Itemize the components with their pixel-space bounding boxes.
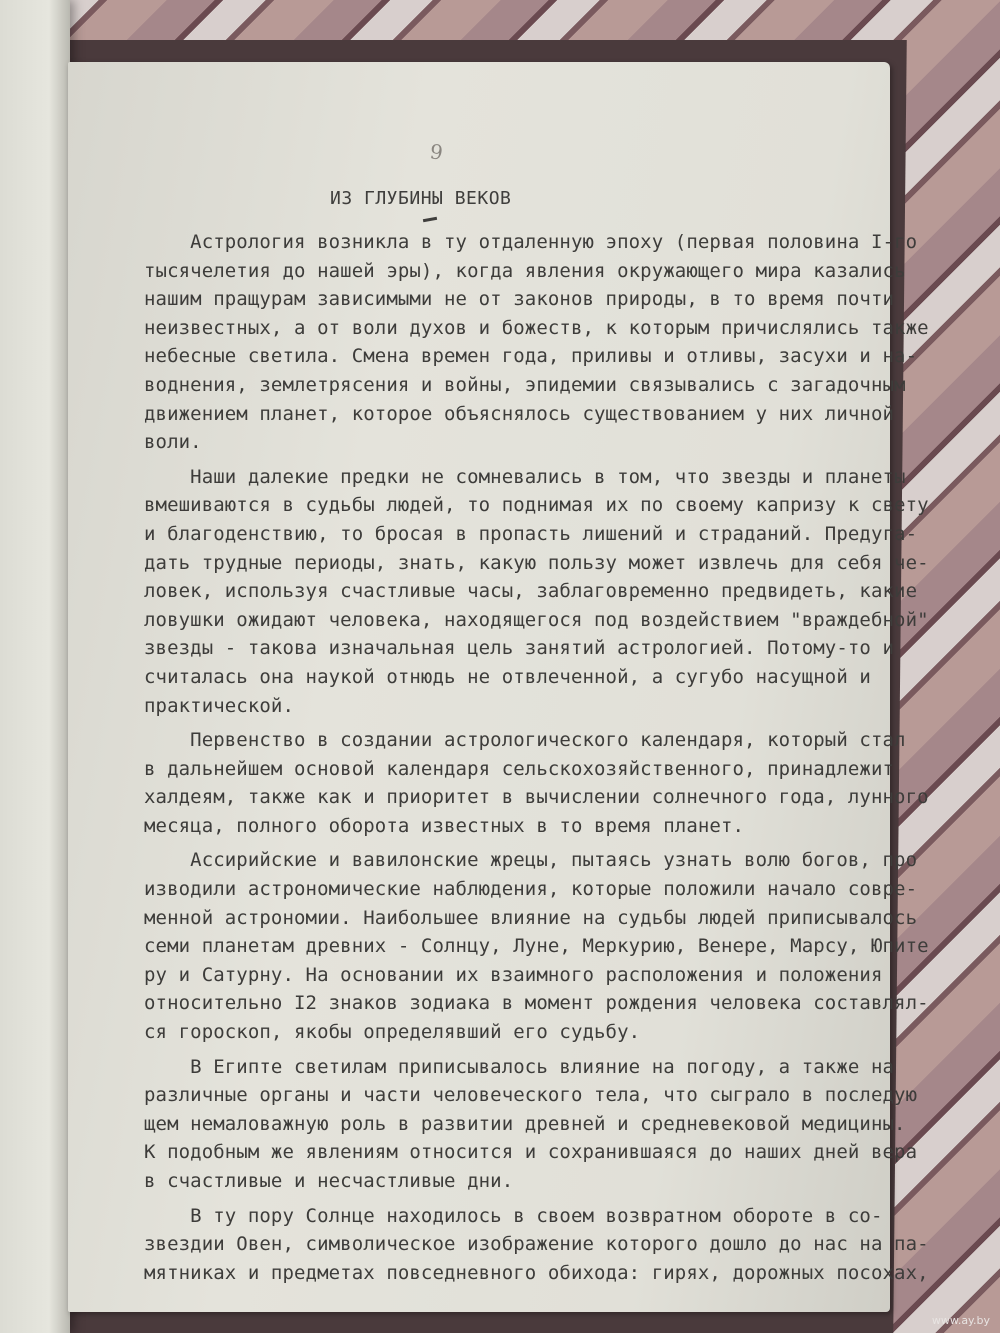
text-line: нашим пращурам зависимыми не от законов природы, в то время почти <box>144 288 895 311</box>
text-line: тысячелетия до нашей эры), когда явления окружающего мира казались <box>144 259 906 282</box>
text-line: месяца, полного оборота известных в то время планет. <box>144 814 745 837</box>
paragraph <box>144 726 929 840</box>
text-line: воли. <box>144 431 202 454</box>
text-line: мятниках и предметах повседневного обихода: гирях, дорожных посохах, <box>144 1261 929 1284</box>
text-line: воднения, землетрясения и войны, эпидемии связывались с загадочным <box>144 373 906 396</box>
text-line: В Египте светилам приписывалось влияние на погоду, а также на <box>144 1055 895 1078</box>
page-number-mark: 9 <box>428 139 445 165</box>
text-line: изводили астрономические наблюдения, которые положили начало совре- <box>144 878 918 901</box>
text-line: движением планет, которое объяснялось существованием у них личной <box>144 402 895 425</box>
text-line: ся гороскоп, якобы определявший его судьбу. <box>144 1021 641 1044</box>
text-line: звездии Овен, символическое изображение которого дошло до нас на па- <box>144 1233 929 1256</box>
text-line: относительно I2 знаков зодиака в момент рождения человека составлял- <box>144 992 929 1015</box>
left-page-edge <box>0 0 70 1333</box>
text-line: в дальнейшем основой календаря сельскохозяйственного, принадлежит <box>144 757 895 780</box>
text-line: практической. <box>144 694 295 717</box>
watermark: www.ay.by <box>931 1314 990 1327</box>
text-line: вмешиваются в судьбы людей, то поднимая их по своему капризу к свету <box>144 494 929 517</box>
typewritten-page <box>68 62 929 1312</box>
paragraph <box>144 463 929 720</box>
page-title: ИЗ ГЛУБИНЫ ВЕКОВ <box>330 188 512 209</box>
text-line: дать трудные периоды, знать, какую пользу может извлечь для себя че- <box>144 551 929 574</box>
text-line: ру и Сатурну. На основании их взаимного расположения и положения <box>144 963 883 986</box>
text-line: К подобным же явлениям относится и сохранившаяся до наших дней вера <box>144 1141 918 1164</box>
body-text <box>144 228 929 1287</box>
text-line: Наши далекие предки не сомневались в том, что звезды и планеты <box>144 465 906 488</box>
paragraph <box>144 1053 918 1196</box>
text-line: и благоденствию, то бросая в пропасть лишений и страданий. Предуга- <box>144 522 918 545</box>
text-line: семи планетам древних - Солнцу, Луне, Меркурию, Венере, Марсу, Юпите <box>144 935 929 958</box>
text-line: Ассирийские и вавилонские жрецы, пытаясь узнать волю богов, про <box>144 849 918 872</box>
title-underline-dash <box>423 217 437 222</box>
text-line: ловушки ожидают человека, находящегося под воздействием "враждебной" <box>144 608 929 631</box>
paragraph <box>144 228 929 457</box>
text-line: ловек, используя счастливые часы, заблаговременно предвидеть, какие <box>144 580 918 603</box>
text-line: звезды - такова изначальная цель занятий астрологией. Потому-то и <box>144 637 895 660</box>
text-line: в счастливые и несчастливые дни. <box>144 1170 514 1192</box>
text-line: менной астрономии. Наибольшее влияние на судьбы людей приписывалось <box>144 906 918 929</box>
text-line: считалась она наукой отнюдь не отвлеченной, а сугубо насущной и <box>144 665 871 688</box>
paragraph <box>144 1202 929 1288</box>
text-line: Астрология возникла в ту отдаленную эпоху (первая половина I-го <box>144 231 918 253</box>
text-line: Первенство в создании астрологического календаря, который стал <box>144 729 906 752</box>
text-line: щем немаловажную роль в развитии древней и средневековой медицины. <box>144 1112 906 1135</box>
text-line: халдеям, также как и приоритет в вычислении солнечного года, лунного <box>144 786 929 809</box>
paragraph <box>144 846 929 1046</box>
text-line: В ту пору Солнце находилось в своем возвратном обороте в со- <box>144 1204 883 1227</box>
text-line: небесные светила. Смена времен года, приливы и отливы, засухи и на- <box>144 345 918 368</box>
text-line: различные органы и части человеческого тела, что сыграло в последую <box>144 1084 918 1107</box>
text-line: неизвестных, а от воли духов и божеств, к которым причислялись также <box>144 316 929 339</box>
